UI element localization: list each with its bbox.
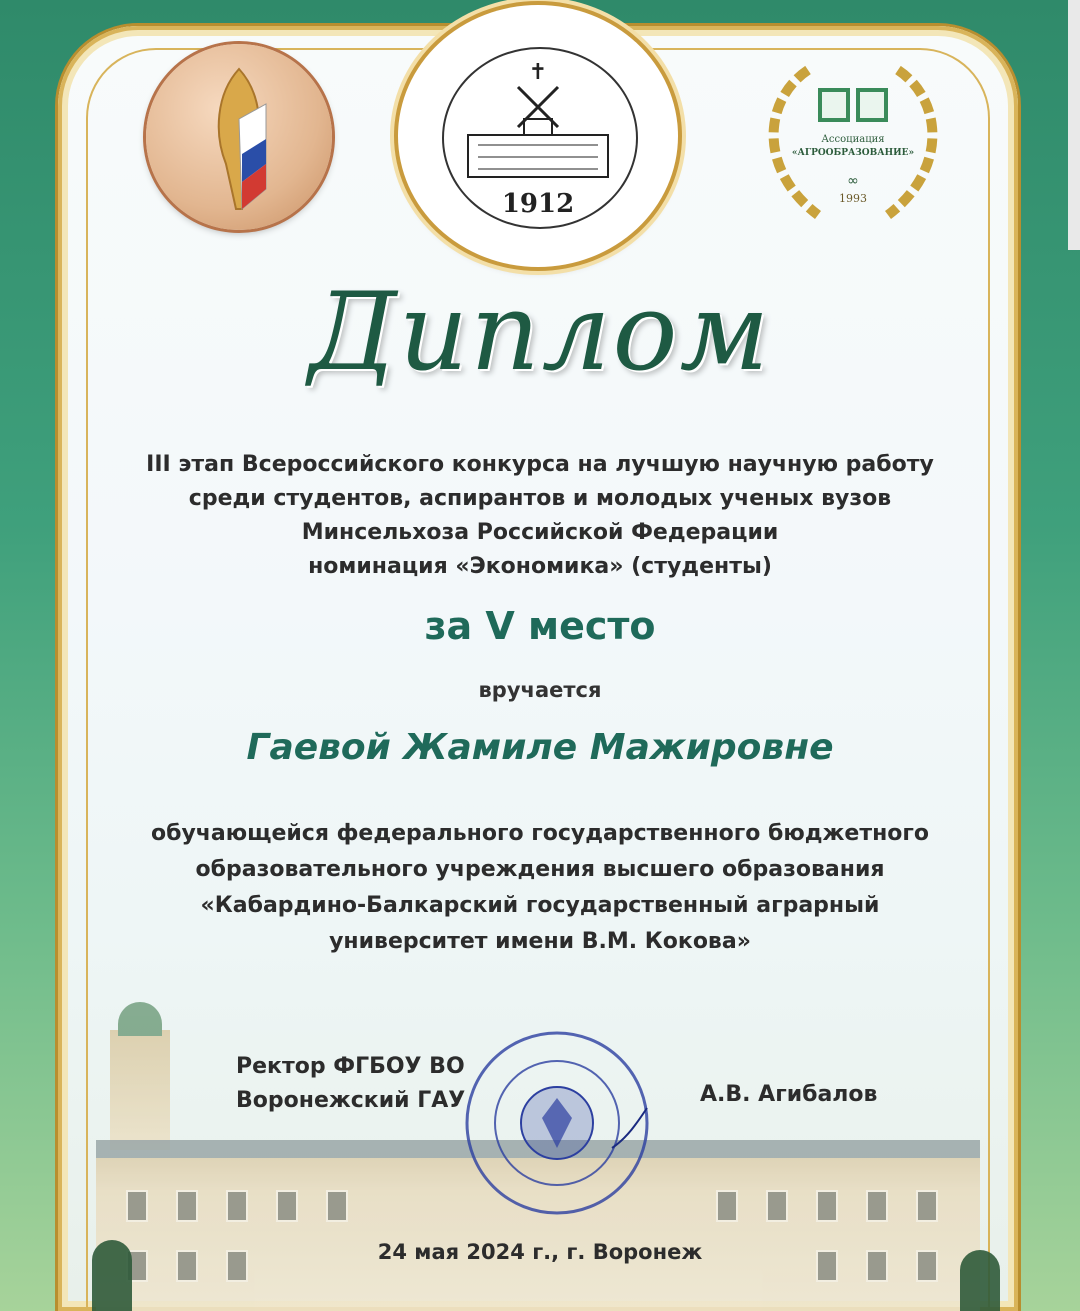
contest-line: Минсельхоза Российской Федерации — [301, 520, 779, 545]
awarded-label: вручается — [478, 678, 602, 702]
contest-line: номинация «Экономика» (студенты) — [308, 554, 772, 579]
affiliation-line: «Кабардино-Балкарский государственный аграрный — [200, 893, 880, 918]
signer-position-line: Ректор ФГБОУ ВО — [236, 1054, 465, 1079]
svg-text:✝: ✝ — [528, 60, 548, 85]
affiliation-line: обучающейся федерального государственного бюджетного — [150, 821, 930, 846]
association-label: Ассоциация — [821, 134, 885, 145]
association-name: «АГРООБРАЗОВАНИЕ» — [791, 148, 915, 158]
university-seal — [398, 5, 678, 267]
contest-line: среди студентов, аспирантов и молодых ученых вузов — [188, 486, 892, 511]
scrollbar[interactable] — [1068, 0, 1080, 250]
recipient-affiliation — [130, 816, 950, 960]
svg-text:∞: ∞ — [847, 173, 859, 189]
issue-date: 24 мая 2024 г., г. Воронеж — [377, 1240, 703, 1264]
signer-name: А.В. Агибалов — [700, 1082, 878, 1107]
university-building-icon — [458, 57, 618, 187]
seal-year: 1912 — [501, 189, 575, 219]
wheat-icon — [196, 64, 282, 214]
affiliation-line: университет имени В.М. Кокова» — [329, 929, 751, 954]
ministry-emblem — [146, 44, 332, 230]
contest-line: III этап Всероссийского конкурса на лучшую научную работу — [146, 452, 934, 477]
official-stamp — [462, 1028, 652, 1218]
building-tower — [110, 1030, 170, 1150]
signer-position — [236, 1050, 496, 1118]
affiliation-line: образовательного учреждения высшего образования — [195, 857, 885, 882]
recipient-name: Гаевой Жамиле Мажировне — [246, 727, 834, 768]
association-year: 1993 — [839, 192, 867, 205]
diploma-title: Диплом — [308, 270, 772, 395]
place-award: за V место — [424, 604, 656, 648]
contest-description — [130, 448, 950, 584]
signer-position-line: Воронежский ГАУ — [236, 1088, 466, 1113]
agroobrazovanie-emblem — [748, 50, 958, 230]
